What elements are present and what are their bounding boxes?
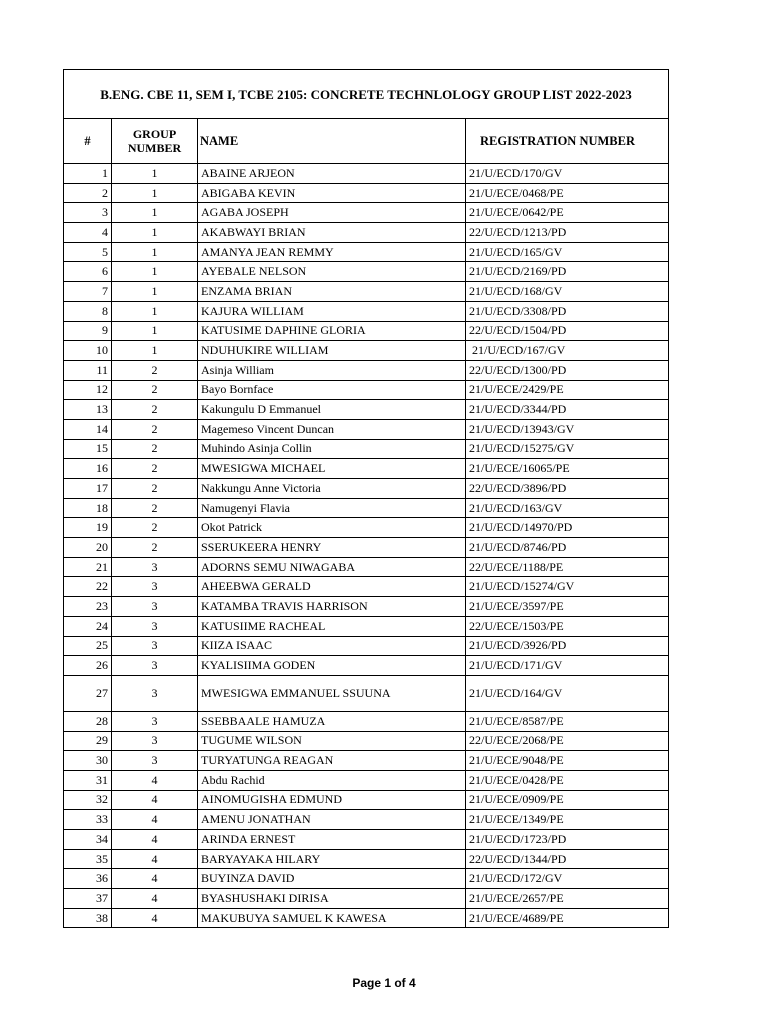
table-row [64,889,669,909]
row-registration-cell: 21/U/ECE/9048/PE [466,751,669,771]
row-registration-cell: 22/U/ECE/1503/PE [466,616,669,636]
row-name-cell: AYEBALE NELSON [198,262,466,282]
row-number-cell: 14 [64,419,112,439]
table-row [64,675,669,711]
row-name-cell: AMANYA JEAN REMMY [198,242,466,262]
table-row [64,869,669,889]
row-number-cell: 8 [64,301,112,321]
row-number-cell: 6 [64,262,112,282]
row-registration-cell: 21/U/ECD/163/GV [466,498,669,518]
table-row [64,849,669,869]
row-registration-cell: 22/U/ECD/1504/PD [466,321,669,341]
row-registration-cell: 21/U/ECD/13943/GV [466,419,669,439]
row-group-cell: 3 [112,711,198,731]
row-registration-cell: 21/U/ECE/8587/PE [466,711,669,731]
row-name-cell: Bayo Bornface [198,380,466,400]
row-group-cell: 1 [112,164,198,184]
table-row [64,439,669,459]
table-row [64,711,669,731]
table-row [64,731,669,751]
table-row [64,518,669,538]
row-number-cell: 1 [64,164,112,184]
table-row [64,400,669,420]
row-registration-cell: 21/U/ECD/15275/GV [466,439,669,459]
row-group-cell: 4 [112,810,198,830]
row-number-cell: 35 [64,849,112,869]
table-row [64,597,669,617]
row-number-cell: 17 [64,479,112,499]
row-name-cell: Namugenyi Flavia [198,498,466,518]
table-row [64,810,669,830]
row-name-cell: Muhindo Asinja Collin [198,439,466,459]
row-number-cell: 29 [64,731,112,751]
row-number-cell: 19 [64,518,112,538]
table-row [64,419,669,439]
row-registration-cell: 22/U/ECD/3896/PD [466,479,669,499]
row-registration-cell: 21/U/ECD/3308/PD [466,301,669,321]
row-group-cell: 2 [112,360,198,380]
table-row [64,164,669,184]
row-name-cell: Okot Patrick [198,518,466,538]
row-group-cell: 1 [112,203,198,223]
row-registration-cell: 21/U/ECD/167/GV [466,341,669,361]
row-number-cell: 33 [64,810,112,830]
row-name-cell: SSERUKEERA HENRY [198,538,466,558]
row-name-cell: Abdu Rachid [198,770,466,790]
row-name-cell: KATUSIME DAPHINE GLORIA [198,321,466,341]
table-row [64,321,669,341]
row-group-cell: 4 [112,869,198,889]
row-registration-cell: 21/U/ECD/3344/PD [466,400,669,420]
table-row [64,360,669,380]
row-name-cell: AGABA JOSEPH [198,203,466,223]
row-number-cell: 37 [64,889,112,909]
row-number-cell: 4 [64,223,112,243]
row-number-cell: 21 [64,557,112,577]
row-registration-cell: 22/U/ECD/1344/PD [466,849,669,869]
row-name-cell: MWESIGWA MICHAEL [198,459,466,479]
row-group-cell: 4 [112,889,198,909]
table-row [64,380,669,400]
row-registration-cell: 21/U/ECD/170/GV [466,164,669,184]
row-registration-cell: 21/U/ECE/0909/PE [466,790,669,810]
row-name-cell: ABAINE ARJEON [198,164,466,184]
row-number-cell: 9 [64,321,112,341]
row-group-cell: 2 [112,439,198,459]
row-group-cell: 2 [112,498,198,518]
row-group-cell: 3 [112,597,198,617]
row-number-cell: 31 [64,770,112,790]
row-group-cell: 3 [112,656,198,676]
row-registration-cell: 21/U/ECD/14970/PD [466,518,669,538]
row-registration-cell: 21/U/ECD/171/GV [466,656,669,676]
table-row [64,498,669,518]
row-registration-cell: 22/U/ECD/1300/PD [466,360,669,380]
row-number-cell: 16 [64,459,112,479]
row-group-cell: 4 [112,770,198,790]
page-footer: Page 1 of 4 [352,976,416,990]
row-group-cell: 3 [112,675,198,711]
row-group-cell: 2 [112,380,198,400]
row-number-cell: 22 [64,577,112,597]
row-group-cell: 4 [112,790,198,810]
row-group-cell: 2 [112,538,198,558]
table-row [64,183,669,203]
row-name-cell: AINOMUGISHA EDMUND [198,790,466,810]
row-group-cell: 4 [112,830,198,850]
row-registration-cell: 21/U/ECE/0428/PE [466,770,669,790]
table-row [64,459,669,479]
row-registration-cell: 21/U/ECE/2429/PE [466,380,669,400]
row-name-cell: AKABWAYI BRIAN [198,223,466,243]
group-list-table [63,69,669,928]
row-name-cell: BUYINZA DAVID [198,869,466,889]
table-row [64,830,669,850]
row-number-cell: 5 [64,242,112,262]
row-number-cell: 25 [64,636,112,656]
row-number-cell: 18 [64,498,112,518]
row-name-cell: BYASHUSHAKI DIRISA [198,889,466,909]
header-group-number-label: GROUP NUMBER [127,127,182,155]
row-number-cell: 28 [64,711,112,731]
row-registration-cell: 21/U/ECE/0642/PE [466,203,669,223]
table-row [64,790,669,810]
row-name-cell: Nakkungu Anne Victoria [198,479,466,499]
row-group-cell: 4 [112,908,198,928]
table-row [64,770,669,790]
row-registration-cell: 21/U/ECD/2169/PD [466,262,669,282]
row-name-cell: ARINDA ERNEST [198,830,466,850]
row-registration-cell: 22/U/ECD/1213/PD [466,223,669,243]
table-row [64,223,669,243]
row-group-cell: 2 [112,518,198,538]
table-row [64,203,669,223]
row-group-cell: 4 [112,849,198,869]
row-name-cell: ENZAMA BRIAN [198,282,466,302]
table-row [64,341,669,361]
row-name-cell: AMENU JONATHAN [198,810,466,830]
table-body [64,164,669,928]
row-number-cell: 12 [64,380,112,400]
row-registration-cell: 21/U/ECE/1349/PE [466,810,669,830]
row-name-cell: TUGUME WILSON [198,731,466,751]
row-group-cell: 1 [112,242,198,262]
table-row [64,908,669,928]
row-registration-cell: 21/U/ECD/1723/PD [466,830,669,850]
row-registration-cell: 21/U/ECD/172/GV [466,869,669,889]
row-name-cell: KIIZA ISAAC [198,636,466,656]
table-row [64,616,669,636]
row-name-cell: TURYATUNGA REAGAN [198,751,466,771]
row-name-cell: KAJURA WILLIAM [198,301,466,321]
row-number-cell: 13 [64,400,112,420]
table-row [64,262,669,282]
row-registration-cell: 22/U/ECE/2068/PE [466,731,669,751]
row-group-cell: 3 [112,557,198,577]
table-row [64,282,669,302]
row-group-cell: 2 [112,479,198,499]
row-registration-cell: 21/U/ECE/16065/PE [466,459,669,479]
row-name-cell: Asinja William [198,360,466,380]
header-row [64,119,669,164]
header-name: NAME [198,119,466,164]
row-name-cell: SSEBBAALE HAMUZA [198,711,466,731]
row-registration-cell: 21/U/ECD/168/GV [466,282,669,302]
row-group-cell: 3 [112,751,198,771]
row-name-cell: Magemeso Vincent Duncan [198,419,466,439]
row-registration-cell: 21/U/ECD/165/GV [466,242,669,262]
row-number-cell: 24 [64,616,112,636]
row-number-cell: 36 [64,869,112,889]
table-row [64,557,669,577]
row-name-cell: ADORNS SEMU NIWAGABA [198,557,466,577]
table-row [64,242,669,262]
row-number-cell: 34 [64,830,112,850]
row-number-cell: 23 [64,597,112,617]
row-registration-cell: 21/U/ECD/8746/PD [466,538,669,558]
row-group-cell: 3 [112,636,198,656]
row-group-cell: 1 [112,321,198,341]
header-registration-number: REGISTRATION NUMBER [466,119,669,164]
row-group-cell: 1 [112,341,198,361]
row-name-cell: AHEEBWA GERALD [198,577,466,597]
row-name-cell: BARYAYAKA HILARY [198,849,466,869]
row-name-cell: Kakungulu D Emmanuel [198,400,466,420]
row-registration-cell: 21/U/ECE/3597/PE [466,597,669,617]
row-group-cell: 2 [112,400,198,420]
table-row [64,479,669,499]
row-group-cell: 1 [112,301,198,321]
row-group-cell: 1 [112,223,198,243]
table-row [64,577,669,597]
row-registration-cell: 21/U/ECD/3926/PD [466,636,669,656]
group-list-sheet [63,69,668,928]
row-registration-cell: 21/U/ECE/4689/PE [466,908,669,928]
row-number-cell: 11 [64,360,112,380]
row-name-cell: MAKUBUYA SAMUEL K KAWESA [198,908,466,928]
table-row [64,751,669,771]
header-group-number [112,119,198,164]
table-row [64,636,669,656]
table-row [64,301,669,321]
row-name-cell: MWESIGWA EMMANUEL SSUUNA [198,675,466,711]
row-group-cell: 1 [112,262,198,282]
row-group-cell: 3 [112,616,198,636]
row-group-cell: 1 [112,183,198,203]
row-number-cell: 2 [64,183,112,203]
row-number-cell: 7 [64,282,112,302]
row-number-cell: 15 [64,439,112,459]
row-registration-cell: 21/U/ECE/2657/PE [466,889,669,909]
row-number-cell: 38 [64,908,112,928]
table-row [64,538,669,558]
row-name-cell: KATUSIIME RACHEAL [198,616,466,636]
row-group-cell: 3 [112,731,198,751]
row-number-cell: 26 [64,656,112,676]
row-number-cell: 30 [64,751,112,771]
header-number: # [64,119,112,164]
row-number-cell: 32 [64,790,112,810]
table-row [64,656,669,676]
row-number-cell: 20 [64,538,112,558]
row-group-cell: 1 [112,282,198,302]
row-group-cell: 3 [112,577,198,597]
row-name-cell: ABIGABA KEVIN [198,183,466,203]
row-number-cell: 27 [64,675,112,711]
row-number-cell: 10 [64,341,112,361]
row-name-cell: KATAMBA TRAVIS HARRISON [198,597,466,617]
row-registration-cell: 21/U/ECD/164/GV [466,675,669,711]
row-registration-cell: 21/U/ECE/0468/PE [466,183,669,203]
row-name-cell: NDUHUKIRE WILLIAM [198,341,466,361]
row-group-cell: 2 [112,419,198,439]
document-title: B.ENG. CBE 11, SEM I, TCBE 2105: CONCRETE TECHNLOLOGY GROUP LIST 2022-2023 [64,70,669,119]
row-number-cell: 3 [64,203,112,223]
row-group-cell: 2 [112,459,198,479]
row-registration-cell: 22/U/ECE/1188/PE [466,557,669,577]
row-registration-cell: 21/U/ECD/15274/GV [466,577,669,597]
row-name-cell: KYALISIIMA GODEN [198,656,466,676]
title-row [64,70,669,119]
